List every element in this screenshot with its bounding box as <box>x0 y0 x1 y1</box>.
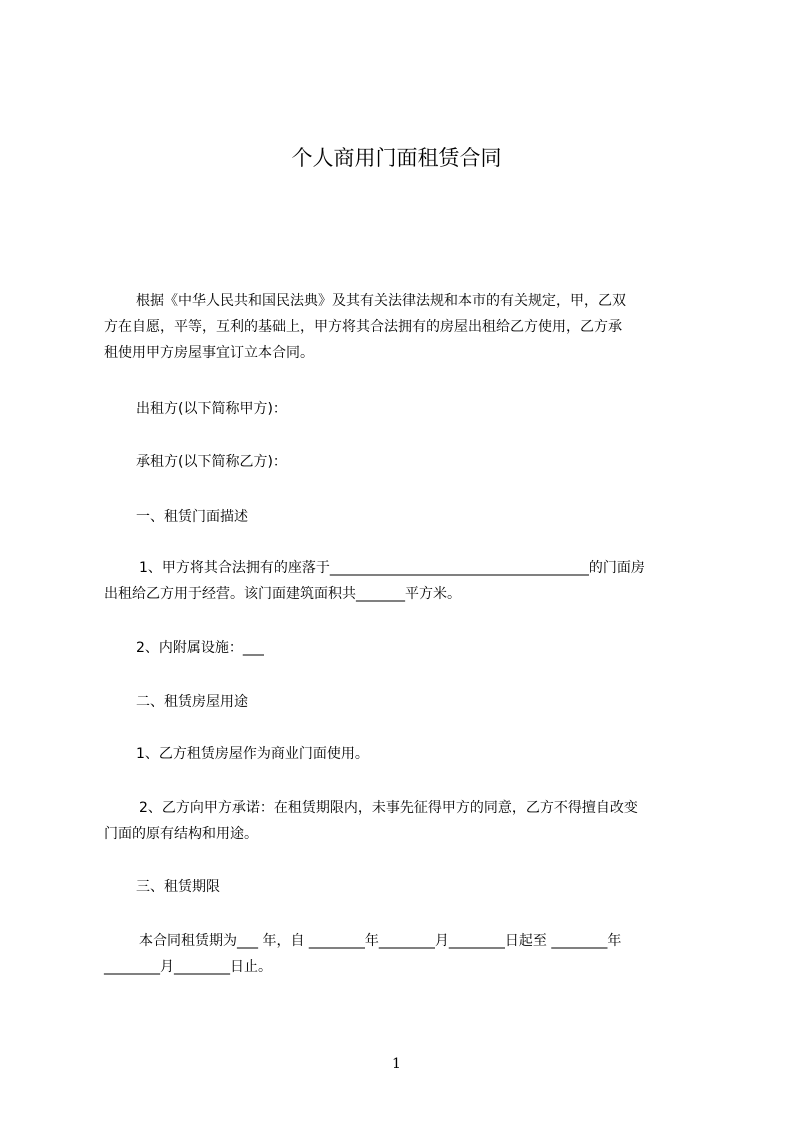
lessee-line: 承租方(以下简称乙方)： <box>136 454 287 470</box>
section-3-term-paragraph <box>104 928 704 980</box>
section-3-term-line-1: 本合同租赁期为___ 年，自 ________年________月________日起至 ________年 <box>139 933 622 949</box>
lessee-paragraph <box>104 449 704 475</box>
section-1-heading: 一、租赁门面描述 <box>136 509 248 525</box>
section-3-term-line-2: ________月________日止。 <box>104 959 272 975</box>
lessor-line: 出租方(以下简称甲方)： <box>136 401 287 417</box>
section-2-heading-paragraph <box>104 689 704 715</box>
preamble-line-3: 租使用甲方房屋事宜订立本合同。 <box>104 345 314 361</box>
document-title: 个人商用门面租赁合同 <box>291 146 502 170</box>
section-2-item-1: 1、乙方租赁房屋作为商业门面使用。 <box>136 746 369 762</box>
page-number: 1 <box>392 1056 401 1072</box>
lessor-paragraph <box>104 396 704 422</box>
section-2-item-2-line-2: 门面的原有结构和用途。 <box>104 826 258 842</box>
section-1-item-2-paragraph <box>104 635 704 661</box>
section-1-heading-paragraph <box>104 504 704 530</box>
section-2-item-2-paragraph <box>104 795 704 847</box>
section-1-item-2: 2、内附属设施：___ <box>136 640 264 656</box>
section-3-heading: 三、租赁期限 <box>136 879 220 895</box>
section-1-item-1-line-2: 出租给乙方用于经营。该门面建筑面积共_______平方米。 <box>104 586 461 602</box>
section-2-heading: 二、租赁房屋用途 <box>136 694 248 710</box>
section-3-heading-paragraph <box>104 874 704 900</box>
preamble-paragraph <box>104 288 704 366</box>
section-1-item-1-line-1: 1、甲方将其合法拥有的座落于_____________________________________的门面房 <box>139 560 645 576</box>
preamble-line-1: 根据《中华人民共和国民法典》及其有关法律法规和本市的有关规定，甲，乙双 <box>136 293 626 309</box>
section-2-item-1-paragraph <box>104 741 704 767</box>
section-1-item-1-paragraph <box>104 555 704 607</box>
section-2-item-2-line-1: 2、乙方向甲方承诺：在租赁期限内，未事先征得甲方的同意，乙方不得擅自改变 <box>139 800 638 816</box>
preamble-line-2: 方在自愿，平等，互利的基础上，甲方将其合法拥有的房屋出租给乙方使用，乙方承 <box>104 319 622 335</box>
